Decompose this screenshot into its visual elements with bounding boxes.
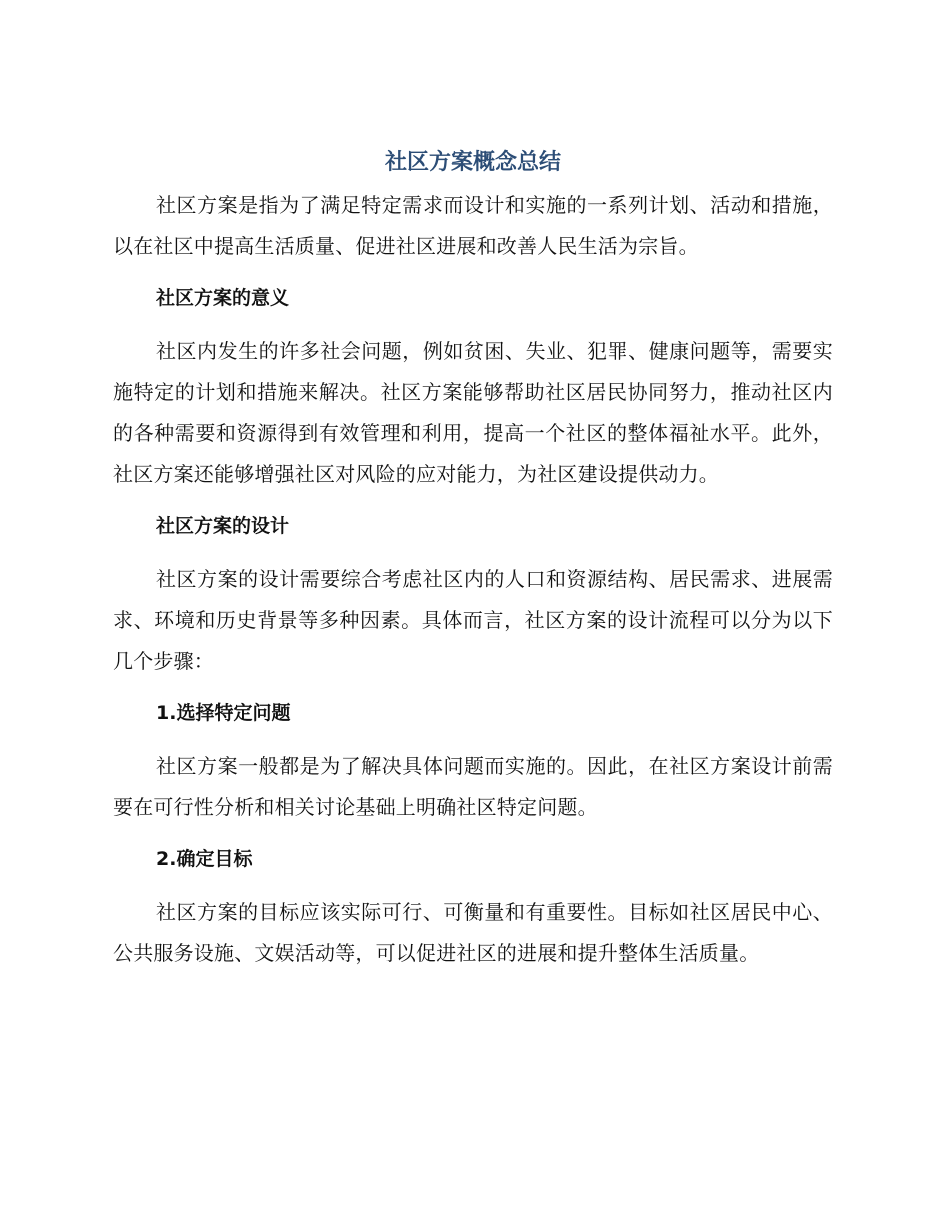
section-body-significance: 社区内发生的许多社会问题，例如贫困、失业、犯罪、健康问题等，需要实施特定的计划和措施来解决。社区方案能够帮助社区居民协同努力，推动社区内的各种需要和资源得到有效管理和利用，提高一个社区的整体福祉水平。此外，社区方案还能够增强社区对风险的应对能力，为社区建设提供动力。 [113, 339, 833, 486]
section-body-step-1: 社区方案一般都是为了解决具体问题而实施的。因此，在社区方案设计前需要在可行性分析和相关讨论基础上明确社区特定问题。 [113, 754, 833, 819]
section-body-design: 社区方案的设计需要综合考虑社区内的人口和资源结构、居民需求、进展需求、环境和历史背景等多种因素。具体而言，社区方案的设计流程可以分为以下几个步骤： [113, 567, 833, 673]
section-heading-step-2: 2.确定目标 [156, 848, 253, 870]
section-heading-significance: 社区方案的意义 [156, 287, 290, 309]
intro-paragraph: 社区方案是指为了满足特定需求而设计和实施的一系列计划、活动和措施，以在社区中提高生活质量、促进社区进展和改善人民生活为宗旨。 [113, 193, 833, 258]
section-heading-design: 社区方案的设计 [156, 515, 290, 537]
section-body-step-2: 社区方案的目标应该实际可行、可衡量和有重要性。目标如社区居民中心、公共服务设施、文娱活动等，可以促进社区的进展和提升整体生活质量。 [113, 900, 833, 965]
document-content [113, 145, 833, 974]
document-title: 社区方案概念总结 [384, 150, 561, 175]
section-heading-step-1: 1.选择特定问题 [156, 702, 291, 724]
